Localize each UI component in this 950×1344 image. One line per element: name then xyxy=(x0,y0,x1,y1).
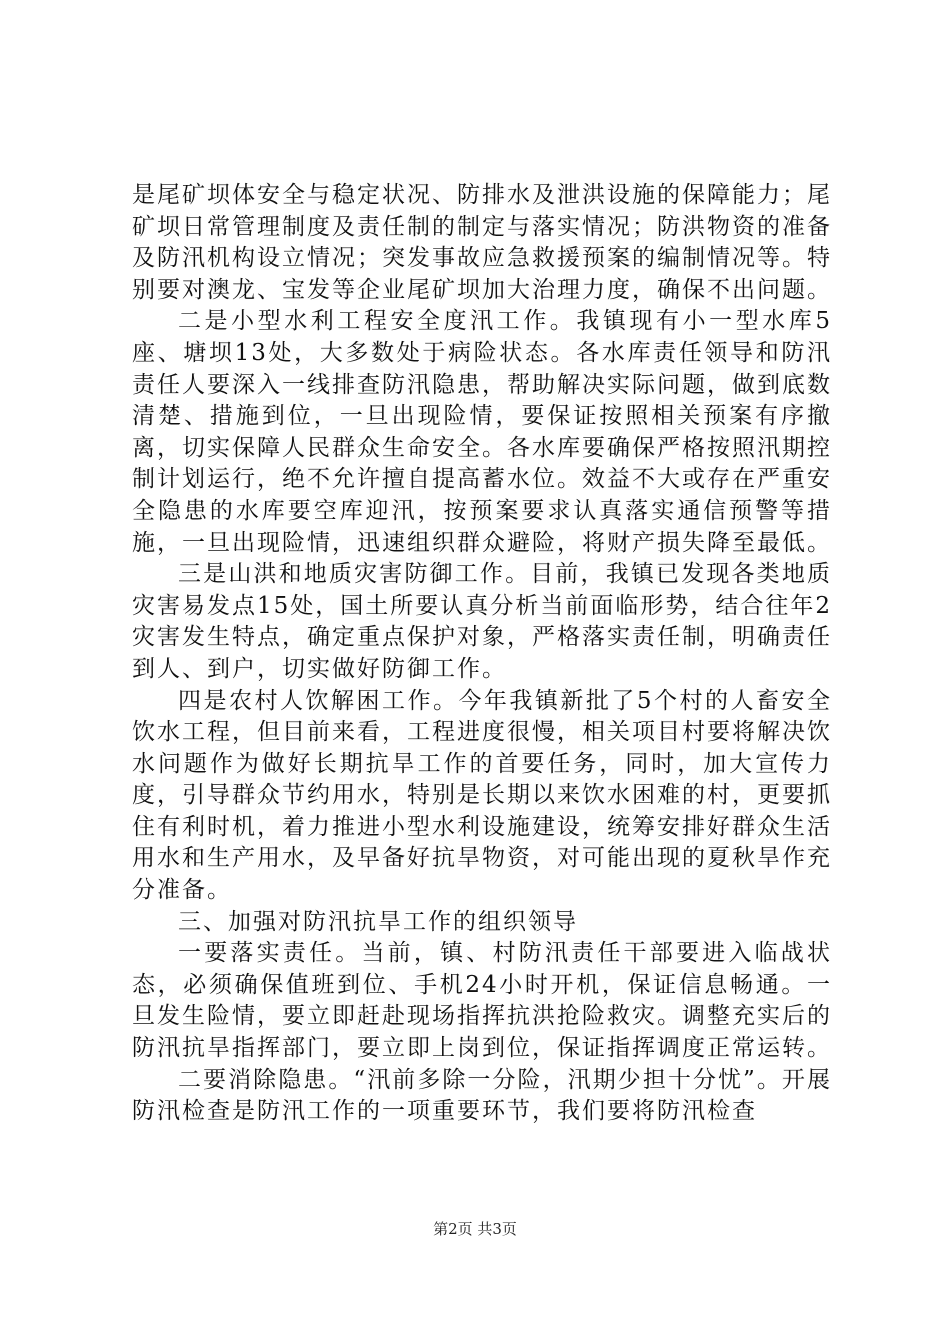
paragraph-water-conservancy: 二是小型水利工程安全度汛工作。我镇现有小一型水库5座、塘坝13处，大多数处于病险状态。各水库责任领导和防汛责任人要深入一线排查防汛隐患，帮助解决实际问题，做到底数清楚、措施到位，一旦出现险情，要保证按照相关预案有序撤离，切实保障人民群众生命安全。各水库要确保严格按照汛期控制计划运行，绝不允许擅自提高蓄水位。效益不大或存在严重安全隐患的水库要空库迎汛，按预案要求认真落实通信预警等措施，一旦出现险情，迅速组织群众避险，将财产损失降至最低。 xyxy=(132,308,832,556)
page-number-footer: 第2页 共3页 xyxy=(433,1220,517,1238)
paragraph-drinking-water: 四是农村人饮解困工作。今年我镇新批了5个村的人畜安全饮水工程，但目前来看，工程进度很慢，相关项目村要将解决饮水问题作为做好长期抗旱工作的首要任务，同时，加大宣传力度，引导群众节约用水，特别是长期以来饮水困难的村，更要抓住有利时机，着力推进小型水利设施建设，统筹安排好群众生活用水和生产用水，及早备好抗旱物资，对可能出现的夏秋旱作充分准备。 xyxy=(132,687,832,904)
document-body xyxy=(132,180,832,1128)
paragraph-geological-disaster: 三是山洪和地质灾害防御工作。目前，我镇已发现各类地质灾害易发点15处，国土所要认真分析当前面临形势，结合往年2灾害发生特点，确定重点保护对象，严格落实责任制，明确责任到人、到户，切实做好防御工作。 xyxy=(132,561,832,682)
paragraph-hazard-elimination: 二要消除隐患。“汛前多除一分险，汛期少担十分忧”。开展防汛检查是防汛工作的一项重要环节，我们要将防汛检查 xyxy=(132,1066,832,1125)
paragraph-responsibility: 一要落实责任。当前，镇、村防汛责任干部要进入临战状态，必须确保值班到位、手机24小时开机，保证信息畅通。一旦发生险情，要立即赶赴现场指挥抗洪抢险救灾。调整充实后的防汛抗旱指挥部门，要立即上岗到位，保证指挥调度正常运转。 xyxy=(132,940,832,1062)
paragraph-continuation: 是尾矿坝体安全与稳定状况、防排水及泄洪设施的保障能力；尾矿坝日常管理制度及责任制的制定与落实情况；防洪物资的准备及防汛机构设立情况；突发事故应急救援预案的编制情况等。特别要对澳龙、宝发等企业尾矿坝加大治理力度，确保不出问题。 xyxy=(132,182,832,303)
section-heading: 三、加强对防汛抗旱工作的组织领导 xyxy=(178,908,578,935)
